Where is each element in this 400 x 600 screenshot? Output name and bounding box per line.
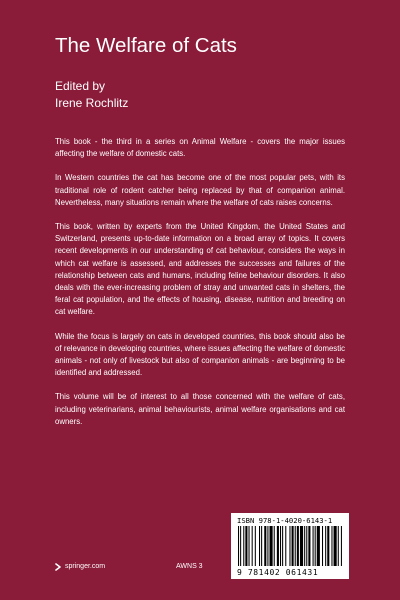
series-code: AWNS 3 [176,563,203,570]
springer-logo-icon [55,563,63,571]
description-paragraph: This volume will be of interest to all those concerned with the welfare of cats, including veterinarians, animal behaviourists, animal welfare organisations and cat owners. [55,392,345,426]
publisher-link [55,562,105,572]
editor-name: Irene Rochlitz [55,96,129,110]
barcode-label [231,513,349,579]
barcode-number: 9 781402 061431 [237,568,319,577]
description-paragraph: In Western countries the cat has become one of the most popular pets, with its traditional role of rodent catcher being replaced by that of companion animal. Nevertheless, many situations remain where the welfare of cats raises concerns. [55,173,345,207]
description-paragraph: This book, written by experts from the United Kingdom, the United States and Switzerland, presents up-to-date information on a broad array of topics. It covers recent developments in our understanding of cat behaviour, considers the ways in which cat welfare is assessed, and addresses the successes and failures of the relationship between cats and humans, including feline behaviour disorders. It also deals with the ever-increasing problem of stray and unwanted cats in shelters, the feral cat population, and the effects of housing, disease, nutrition and breeding on cat welfare. [55,222,345,317]
description-paragraph: This book - the third in a series on Animal Welfare - covers the major issues affecting the welfare of domestic cats. [55,137,345,159]
book-title: The Welfare of Cats [55,34,237,57]
edited-by-label: Edited by [55,79,106,93]
description-paragraph: While the focus is largely on cats in developed countries, this book should also be of relevance in developing countries, where issues affecting the welfare of domestic animals - not only of livestock but also of companion animals - are beginning to be identified and addressed. [55,331,345,378]
publisher-url: springer.com [65,563,106,570]
isbn-text: ISBN 978-1-4020-6143-1 [237,516,333,525]
barcode-graphic [237,526,343,566]
description-text [55,136,345,440]
